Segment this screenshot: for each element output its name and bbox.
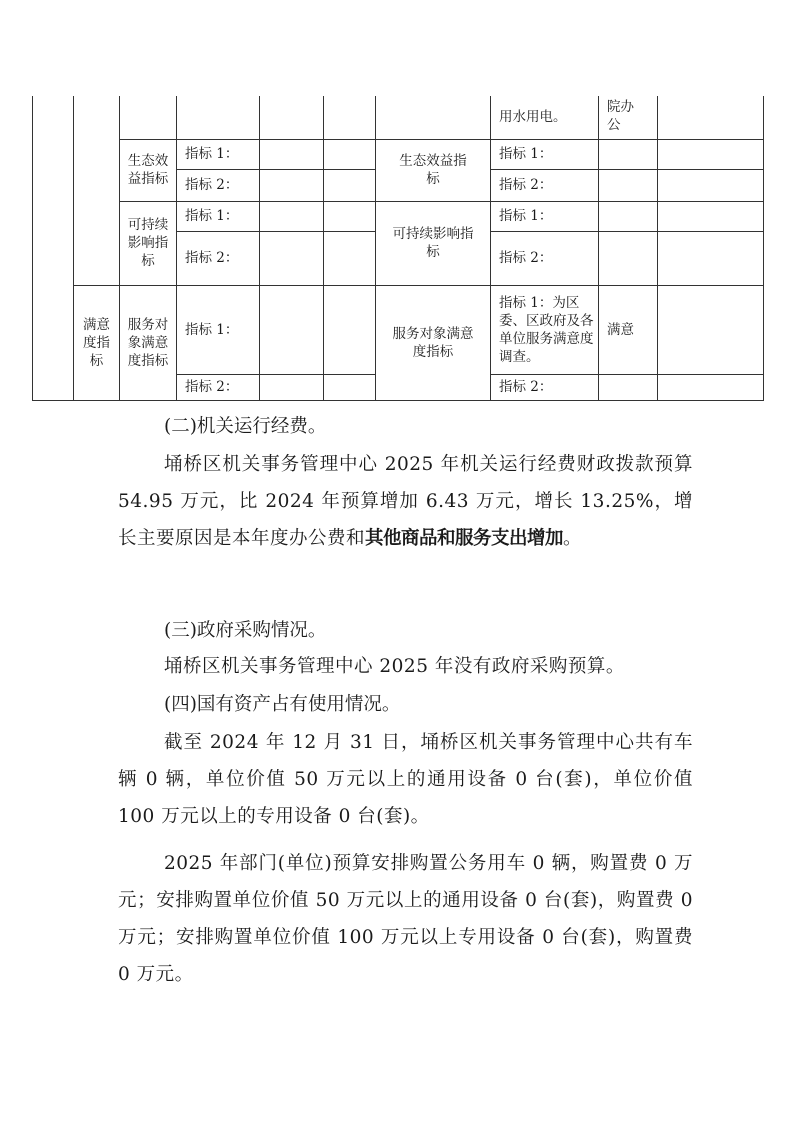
cell-empty [658, 139, 764, 169]
sub-category-sustain: 可持续影响指标 [120, 201, 177, 285]
paragraph-assets-2: 2025 年部门(单位)预算安排购置公务用车 0 辆，购置费 0 万元；安排购置单位价值 50 万元以上的通用设备 0 台(套)，购置费 0 万元；安排购置单位价值 100 万元以上专用设备 0 台(套)，购置费 0 万元。 [118, 853, 693, 985]
cell-empty [658, 169, 764, 201]
cell-empty [260, 96, 324, 139]
cell-text: 院办公 [599, 96, 658, 139]
paragraph-running-cost [118, 446, 693, 557]
indicator-label: 指标 2： [177, 374, 260, 400]
table-row [33, 139, 764, 169]
sub-category-satisfaction: 服务对象满意度指标 [120, 285, 177, 400]
paragraph-text: 。 [563, 528, 583, 549]
indicator-label: 指标 1： [177, 139, 260, 169]
cell-empty [658, 231, 764, 285]
cell-empty [599, 201, 658, 231]
cell-empty [177, 96, 260, 139]
indicator-label: 指标 2： [177, 231, 260, 285]
cell-empty [658, 285, 764, 374]
table-row [33, 96, 764, 139]
cell-empty [324, 139, 376, 169]
cell-empty [324, 96, 376, 139]
cell-empty [120, 96, 177, 139]
cell-empty [74, 96, 120, 285]
indicator-label: 指标 1：为区委、区政府及各单位服务满意度调查。 [491, 285, 599, 374]
cell-empty [324, 285, 376, 374]
cell-empty [599, 374, 658, 400]
cell-empty [658, 374, 764, 400]
table-row [33, 201, 764, 231]
cell-empty [599, 169, 658, 201]
cell-empty [658, 201, 764, 231]
indicator-label: 指标 1： [177, 285, 260, 374]
cell-empty [260, 201, 324, 231]
sub-category-ecology: 生态效益指标 [120, 139, 177, 201]
cell-empty [324, 201, 376, 231]
indicator-value: 满意 [599, 285, 658, 374]
cell-empty [599, 139, 658, 169]
cell-empty [324, 374, 376, 400]
indicator-label: 指标 1： [491, 201, 599, 231]
cell-empty [33, 96, 74, 400]
cell-empty [260, 139, 324, 169]
indicator-label: 指标 2： [177, 169, 260, 201]
cell-empty [260, 169, 324, 201]
cell-empty [324, 231, 376, 285]
cell-empty [260, 231, 324, 285]
cell-empty [260, 374, 324, 400]
paragraph-emphasis: 其他商品和服务支出增加 [365, 528, 564, 549]
section-heading: (三)政府采购情况。 [164, 620, 327, 641]
cell-empty [260, 285, 324, 374]
indicator-name-ecology: 生态效益指标 [376, 139, 491, 201]
indicator-name-satisfaction: 服务对象满意度指标 [376, 285, 491, 400]
paragraph-assets-1: 截至 2024 年 12 月 31 日，埇桥区机关事务管理中心共有车辆 0 辆，单位价值 50 万元以上的通用设备 0 台(套)，单位价值 100 万元以上的专用设备 0 台(套)。 [118, 732, 693, 827]
cell-text: 用水用电。 [491, 96, 599, 139]
category-satisfaction: 满意度指标 [74, 285, 120, 400]
indicator-label: 指标 1： [177, 201, 260, 231]
indicator-label: 指标 2： [491, 231, 599, 285]
cell-empty [599, 231, 658, 285]
paragraph-procurement: 埇桥区机关事务管理中心 2025 年没有政府采购预算。 [164, 656, 625, 677]
cell-empty [658, 96, 764, 139]
indicator-name-sustain: 可持续影响指标 [376, 201, 491, 285]
indicator-label: 指标 2： [491, 374, 599, 400]
cell-empty [376, 96, 491, 139]
paragraph-text: 埇桥区机关事务管理中心 2025 年机关运行经费财政拨款预算 54.95 万元，比 2024 年预算增加 6.43 万元，增长 13.25%，增长主要原因是本年度办公费和 [118, 454, 693, 549]
performance-indicator-table [32, 96, 764, 401]
indicator-label: 指标 1： [491, 139, 599, 169]
table-row [33, 285, 764, 374]
indicator-label: 指标 2： [491, 169, 599, 201]
section-heading: (四)国有资产占有使用情况。 [164, 694, 401, 715]
section-heading: (二)机关运行经费。 [164, 416, 327, 437]
cell-empty [324, 169, 376, 201]
